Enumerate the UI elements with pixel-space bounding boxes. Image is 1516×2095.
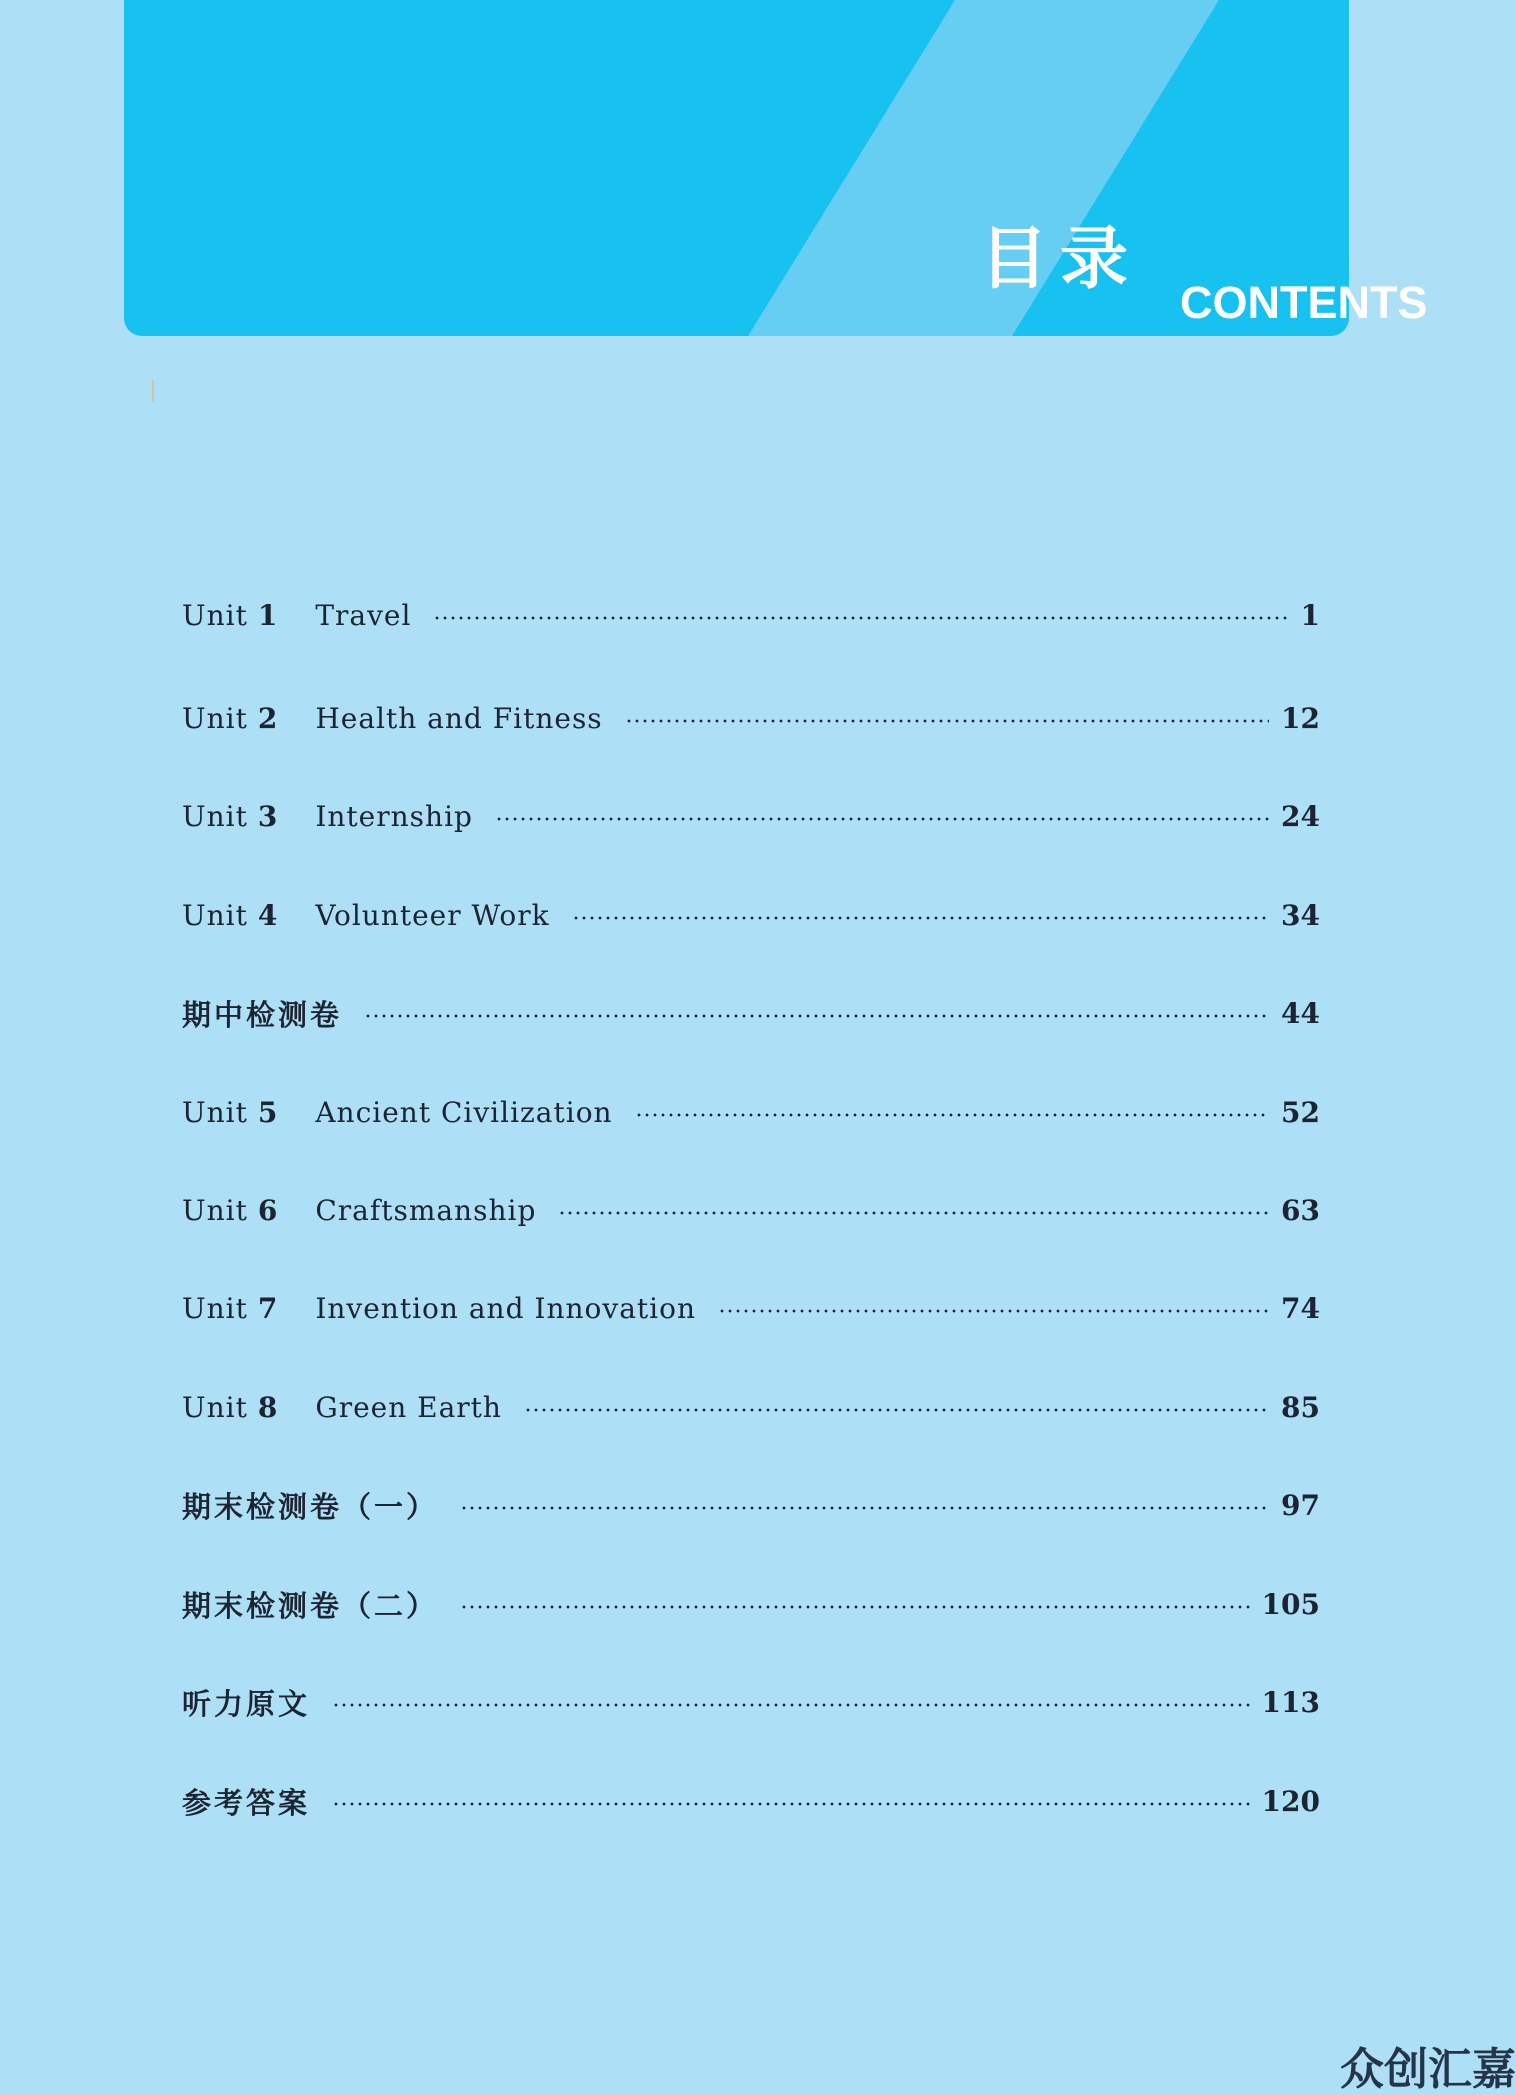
dot-leader [433,616,1288,620]
toc-entry-listening-scripts[interactable] [182,1677,1320,1727]
page-number: 85 [1281,1390,1320,1424]
unit-number: 3 [257,799,278,833]
page-number: 113 [1261,1685,1320,1719]
dot-leader [625,719,1269,723]
toc-entry-unit-2[interactable] [182,693,1320,743]
contents-title-chinese: 目录 [980,220,1141,299]
dot-leader [495,817,1269,821]
unit-number: 5 [257,1095,278,1129]
margin-mark [152,380,154,402]
entry-title: Invention and Innovation [315,1291,696,1325]
toc-entry-answer-key[interactable] [182,1776,1320,1826]
unit-number: 6 [257,1193,278,1227]
entry-title: Health and Fitness [315,701,603,735]
toc-entry-final-test-2[interactable] [182,1579,1320,1629]
toc-entry-unit-6[interactable] [182,1185,1320,1235]
page-number: 120 [1261,1784,1320,1818]
unit-number: 8 [257,1390,278,1424]
page-number: 24 [1281,799,1320,833]
toc-entry-unit-5[interactable] [182,1087,1320,1137]
entry-title: Green Earth [315,1390,502,1424]
dot-leader [332,1802,1250,1806]
unit-label: Unit [182,1291,248,1325]
entry-title: Volunteer Work [315,898,550,932]
page-number: 74 [1281,1291,1320,1325]
page-number: 52 [1281,1095,1320,1129]
page-number: 63 [1281,1193,1320,1227]
dot-leader [558,1211,1269,1215]
unit-label: Unit [182,701,248,735]
dot-leader [635,1113,1269,1117]
entry-title: 参考答案 [182,1785,311,1820]
contents-title-english: CONTENTS [1180,277,1428,328]
dot-leader [524,1408,1269,1412]
toc-entry-unit-1[interactable] [182,590,1320,640]
dot-leader [572,916,1269,920]
entry-title: 期末检测卷（二） [182,1588,439,1623]
unit-number: 4 [257,898,278,932]
page-number: 1 [1300,598,1320,632]
unit-number: 2 [257,701,278,735]
unit-number: 1 [257,598,278,632]
toc-entry-midterm-test[interactable] [182,988,1320,1038]
toc-entry-final-test-1[interactable] [182,1480,1320,1530]
dot-leader [364,1014,1269,1018]
toc-entry-unit-7[interactable] [182,1283,1320,1333]
entry-title: Craftsmanship [315,1193,537,1227]
page-number: 44 [1281,996,1320,1030]
unit-label: Unit [182,898,248,932]
page-number: 12 [1281,701,1320,735]
entry-title: 期中检测卷 [182,997,343,1032]
entry-title: 期末检测卷（一） [182,1489,439,1524]
entry-title: Ancient Civilization [315,1095,613,1129]
unit-number: 7 [257,1291,278,1325]
dot-leader [332,1703,1250,1707]
banner-stripe [124,0,1349,336]
dot-leader [460,1605,1250,1609]
unit-label: Unit [182,1390,248,1424]
toc-entry-unit-3[interactable] [182,791,1320,841]
toc-entry-unit-8[interactable] [182,1382,1320,1432]
dot-leader [718,1309,1269,1313]
header-banner [124,0,1428,336]
unit-label: Unit [182,799,248,833]
page-number: 34 [1281,898,1320,932]
toc-entry-unit-4[interactable] [182,890,1320,940]
unit-label: Unit [182,598,248,632]
page-number: 97 [1281,1488,1320,1522]
unit-label: Unit [182,1193,248,1227]
watermark-logo: 众创汇嘉 [1340,2044,1516,2095]
entry-title: Travel [315,598,412,632]
entry-title: Internship [315,799,473,833]
entry-title: 听力原文 [182,1686,311,1721]
page-number: 105 [1261,1587,1320,1621]
unit-label: Unit [182,1095,248,1129]
dot-leader [460,1506,1269,1510]
